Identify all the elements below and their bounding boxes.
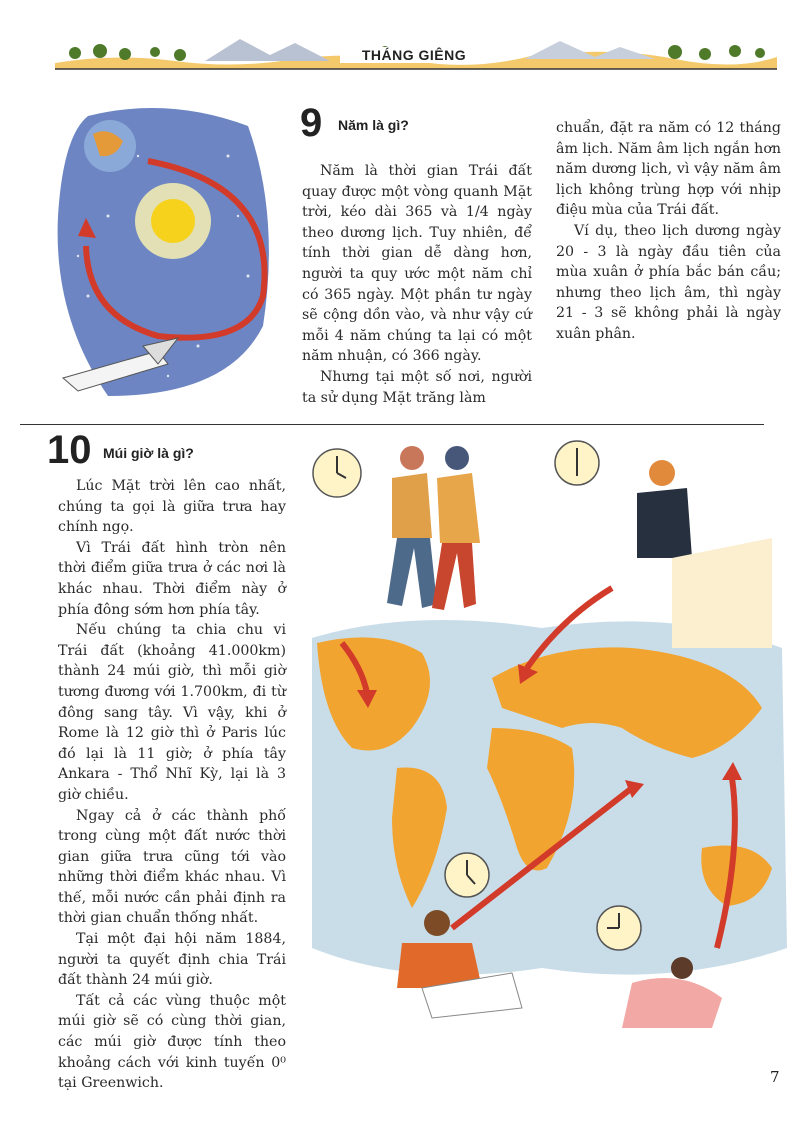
section-10-number: 10 [47, 428, 92, 472]
section-10-title: Múi giờ là gì? [103, 445, 194, 461]
section-10-paragraph: Lúc Mặt trời lên cao nhất, chúng ta gọi là giữa trưa hay chính ngọ. [58, 478, 286, 536]
section-divider [20, 424, 764, 425]
section-10-paragraph: Tại một đại hội năm 1884, người ta quyết định chia Trái đất thành 24 múi giờ. [58, 931, 286, 989]
earth-orbit-illustration [48, 96, 280, 406]
section-10-paragraph: Tất cả các vùng thuộc một múi giờ sẽ có cùng thời gian, các múi giờ được tính theo khoảng cách với kinh tuyến 0⁰ tại Greenwich. [58, 992, 286, 1092]
section-10-body [58, 476, 286, 1094]
world-map-timezones-illustration [292, 428, 792, 1068]
section-10-paragraph: Vì Trái đất hình tròn nên thời điểm giữa trưa ở các nơi là khác nhau. Thời điểm này ở phía đông sớm hơn phía tây. [58, 539, 286, 618]
page-number: 7 [770, 1068, 780, 1086]
header-title: THÁNG GIÊNG [340, 47, 488, 63]
section-9-number: 9 [300, 101, 323, 145]
section-9-paragraph: Nhưng tại một số nơi, người ta sử dụng Mặt trăng làm [302, 368, 532, 406]
section-9-title: Năm là gì? [338, 117, 409, 133]
section-9-paragraph: Ví dụ, theo lịch dương ngày 20 - 3 là ngày đầu tiên của mùa xuân ở phía bắc bán cầu; nhưng theo lịch âm, thì ngày 21 - 3 sẽ không phải là ngày xuân phân. [556, 222, 781, 342]
section-9-paragraph: chuẩn, đặt ra năm có 12 tháng âm lịch. Năm âm lịch ngắn hơn năm dương lịch, vì vậy năm âm lịch không trùng hợp với nhịp điệu mùa của Trái đất. [556, 120, 781, 219]
section-9-column-2 [556, 118, 781, 345]
section-9-paragraph: Năm là thời gian Trái đất quay được một vòng quanh Mặt trời, kéo dài 365 và 1/4 ngày theo dương lịch. Tuy nhiên, để tính thời gian dễ dàng hơn, người ta quy ước một năm chỉ có 365 ngày. Một phần tư ngày sẽ cộng dồn vào, và như vậy cứ mỗi 4 năm chúng ta lại có một năm nhuận, có 366 ngày. [302, 163, 532, 365]
section-10-paragraph: Ngay cả ở các thành phố trong cùng một đất nước thời gian giữa trưa cũng tới vào những thời điểm khác nhau. Vì thế, mỗi nước cần phải định ra thời gian chuẩn thống nhất. [58, 807, 286, 927]
section-9-column-1 [302, 161, 532, 408]
section-10-paragraph: Nếu chúng ta chia chu vi Trái đất (khoảng 41.000km) thành 24 múi giờ, thì mỗi giờ tương đương với 1.700km, đi từ đông sang tây. Vì vậy, khi ở Rome là 12 giờ thì ở Paris lúc đó lại là 11 giờ; ở phía tây Ankara - Thổ Nhĩ Kỳ, lại là 3 giờ chiều. [58, 622, 286, 803]
